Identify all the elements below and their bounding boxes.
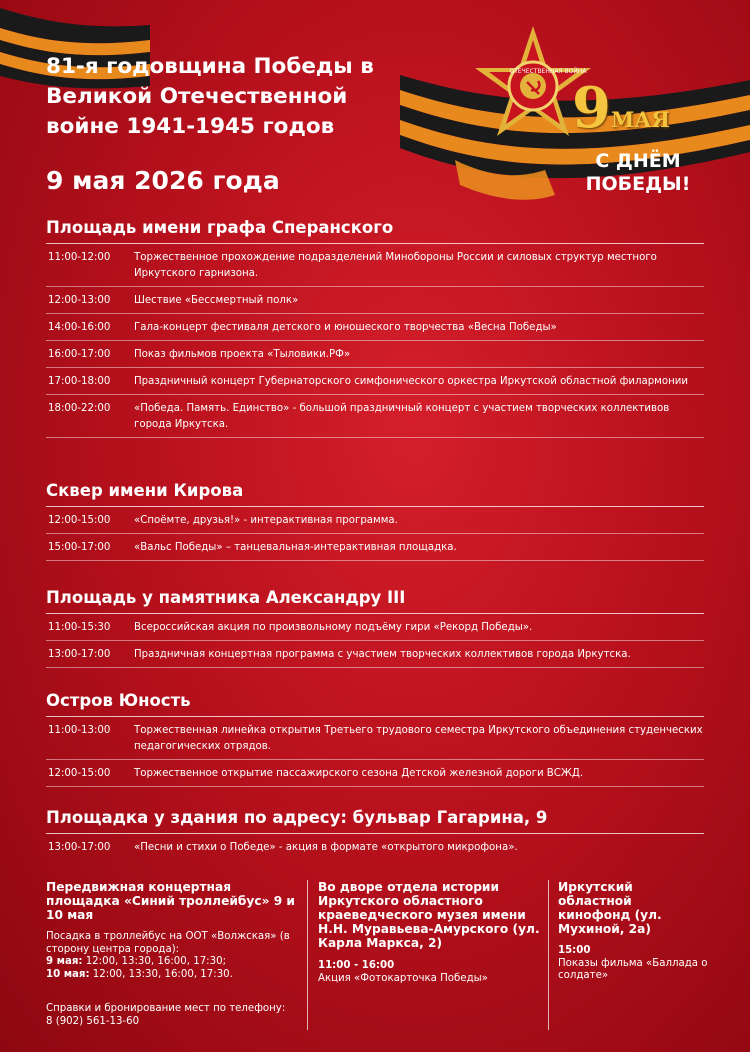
row-desc: «Споёмте, друзья!» - интерактивная программа. — [134, 515, 398, 526]
phone-label: Справки и бронирование мест по телефону: — [46, 1003, 286, 1014]
section-title: Площадь у памятника Александру III — [46, 588, 704, 614]
column-divider — [307, 880, 308, 1030]
row-time: 18:00-22:00 — [48, 403, 111, 414]
schedule-row — [46, 395, 704, 438]
film-fund-info — [558, 880, 708, 983]
column-divider — [548, 880, 549, 1030]
row-desc: Торжественное прохождение подразделений Минобороны России и силовых структур местного Иркутского гарнизона. — [134, 252, 657, 279]
row-time: 15:00-17:00 — [48, 542, 111, 553]
row-desc: Праздничный концерт Губернаторского симфонического оркестра Иркутской областной филармонии — [134, 376, 689, 387]
section-title: Остров Юность — [46, 691, 704, 717]
nine-numeral: 9 — [572, 75, 611, 141]
row-desc: «Песни и стихи о Победе» - акция в формате «открытого микрофона». — [134, 842, 518, 853]
row-desc: Торжественная линейка открытия Третьего трудового семестра Иркутского объединения студенческих педагогических отрядов. — [134, 725, 703, 752]
event-date: 9 мая 2026 года — [46, 166, 280, 195]
star-inscription: ОТЕЧЕСТВЕННАЯ ВОЙНА — [509, 68, 587, 75]
museum-desc: Акция «Фотокарточка Победы» — [318, 972, 488, 984]
nine-may-badge — [572, 75, 670, 141]
victory-greeting: С ДНЁМ ПОБЕДЫ! — [585, 150, 691, 195]
row-desc: Показ фильмов проекта «Тыловики.РФ» — [134, 349, 351, 360]
trolleybus-day1: 9 мая: 12:00, 13:30, 16:00, 17:30; — [46, 956, 227, 967]
row-desc: Шествие «Бессмертный полк» — [134, 295, 299, 306]
schedule-row — [46, 507, 704, 534]
row-time: 12:00-13:00 — [48, 295, 111, 306]
row-desc: Торжественное открытие пассажирского сезона Детской железной дороги ВСЖД. — [134, 768, 584, 779]
row-time: 11:00-12:00 — [48, 252, 111, 263]
section-gagarin-boulevard — [46, 808, 704, 860]
section-speransky-square — [46, 218, 704, 438]
section-title: Площадь имени графа Сперанского — [46, 218, 704, 244]
schedule-row — [46, 341, 704, 368]
schedule-row — [46, 614, 704, 641]
row-time: 12:00-15:00 — [48, 768, 111, 779]
row-time: 11:00-13:00 — [48, 725, 111, 736]
schedule-row — [46, 534, 704, 561]
museum-time: 11:00 - 16:00 — [318, 960, 395, 971]
section-kirov-square — [46, 481, 704, 561]
trolleybus-info — [46, 880, 301, 1028]
section-yunost-island — [46, 691, 704, 787]
row-time: 12:00-15:00 — [48, 515, 111, 526]
row-time: 13:00-17:00 — [48, 649, 111, 660]
museum-heading: Во дворе отдела истории Иркутского областного краеведческого музея имени Н.Н. Муравьева-Амурского (ул. Карла Маркса, 2) — [318, 880, 540, 950]
page-title: 81-я годовщина Победы в Великой Отечественной войне 1941-1945 годов — [46, 54, 374, 139]
trolleybus-heading: Передвижная концертная площадка «Синий троллейбус» 9 и 10 мая — [46, 880, 295, 922]
schedule-row — [46, 368, 704, 395]
section-alexander-monument — [46, 588, 704, 668]
row-desc: «Вальс Победы» – танцевальная-интерактивная площадка. — [134, 542, 457, 553]
row-time: 11:00-15:30 — [48, 622, 111, 633]
section-title: Площадка у здания по адресу: бульвар Гагарина, 9 — [46, 808, 704, 834]
row-desc: Праздничная концертная программа с участием творческих коллективов города Иркутска. — [134, 649, 631, 660]
schedule-row — [46, 717, 704, 760]
schedule-row — [46, 834, 704, 860]
may-word: МАЯ — [610, 107, 670, 132]
museum-info — [318, 880, 546, 985]
section-title: Сквер имени Кирова — [46, 481, 704, 507]
row-time: 14:00-16:00 — [48, 322, 111, 333]
row-desc: Всероссийская акция по произвольному подъёму гири «Рекорд Победы». — [134, 622, 533, 633]
row-time: 17:00-18:00 — [48, 376, 111, 387]
schedule-row — [46, 641, 704, 668]
film-desc: Показы фильма «Баллада о солдате» — [558, 957, 708, 981]
film-time: 15:00 — [558, 945, 591, 956]
schedule-row — [46, 760, 704, 787]
schedule-row — [46, 314, 704, 341]
row-time: 13:00-17:00 — [48, 842, 111, 853]
film-fund-heading: Иркутский областной кинофонд (ул. Мухиной, 2а) — [558, 880, 662, 936]
trolleybus-intro: Посадка в троллейбус на ООТ «Волжская» (в сторону центра города): — [46, 931, 290, 955]
schedule-row — [46, 244, 704, 287]
trolleybus-day2: 10 мая: 12:00, 13:30, 16:00, 17:30. — [46, 968, 233, 980]
schedule-row — [46, 287, 704, 314]
row-desc: «Победа. Память. Единство» - большой праздничный концерт с участием творческих коллективов города Иркутска. — [134, 403, 670, 430]
row-time: 16:00-17:00 — [48, 349, 111, 360]
row-desc: Гала-концерт фестиваля детского и юношеского творчества «Весна Победы» — [134, 322, 557, 333]
phone-number: 8 (902) 561-13-60 — [46, 1015, 140, 1027]
